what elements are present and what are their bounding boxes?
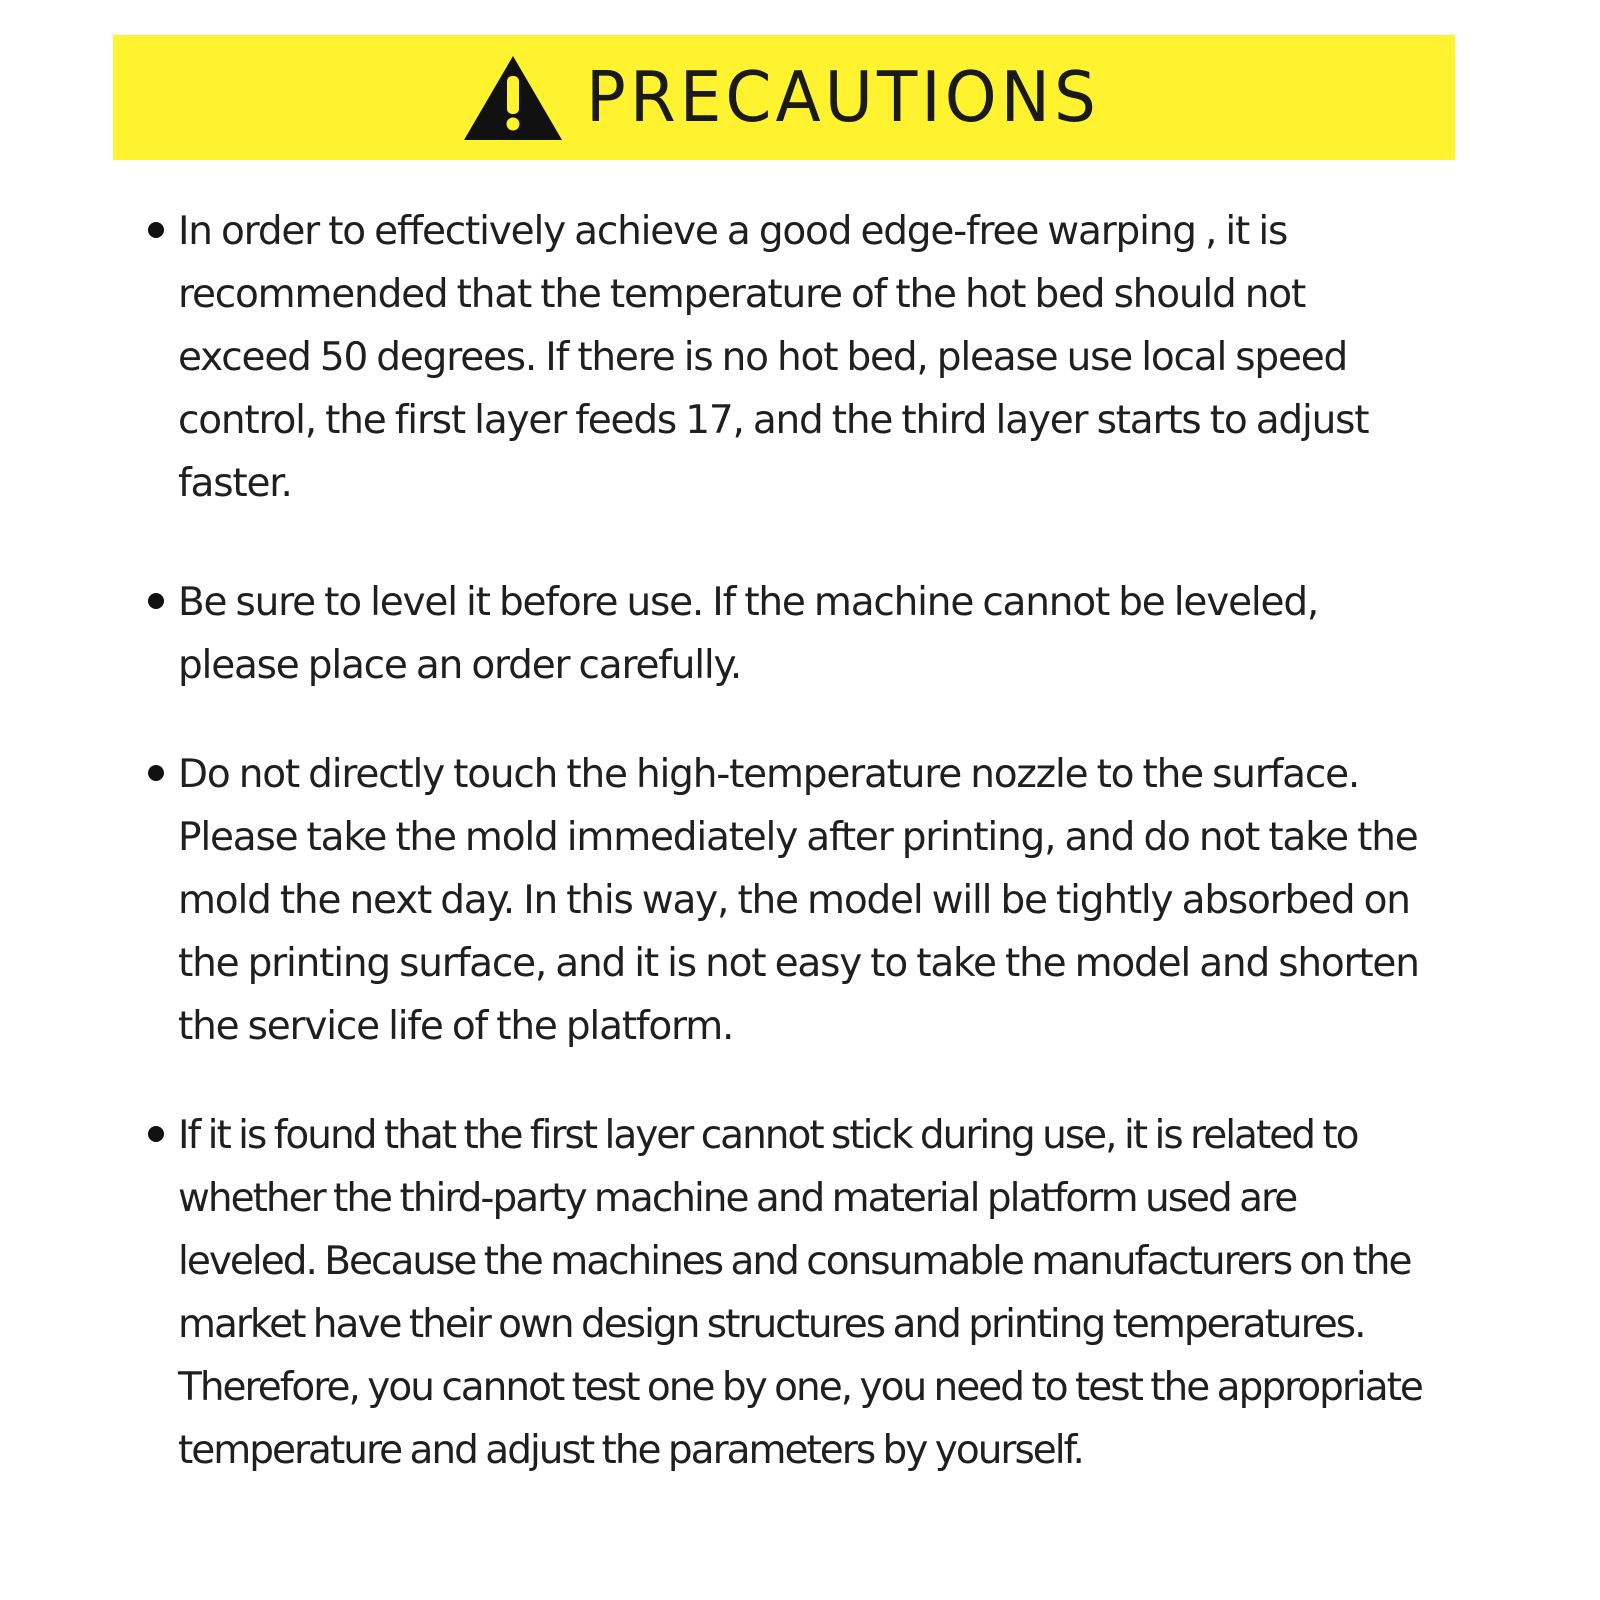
precaution-item xyxy=(148,1104,1438,1482)
precaution-text: Be sure to level it before use. If the machine cannot be leveled, please place an order carefully. xyxy=(178,580,1319,688)
precaution-item xyxy=(148,571,1438,697)
precautions-list xyxy=(148,200,1438,1482)
banner-content xyxy=(462,54,1100,142)
bullet-icon xyxy=(148,593,164,609)
banner-title: PRECAUTIONS xyxy=(586,56,1100,138)
bullet-icon xyxy=(148,1126,164,1142)
bullet-icon xyxy=(148,222,164,238)
precaution-text: Do not directly touch the high-temperature nozzle to the surface. Please take the mold immediately after printing, and do not take the mold the next day. In this way, the model will be tightly absorbed on the printing surface, and it is not easy to take the model and shorten the service life of the platform. xyxy=(178,752,1419,1049)
precaution-item xyxy=(148,200,1438,515)
precaution-item xyxy=(148,743,1438,1058)
warning-triangle-icon xyxy=(462,54,564,142)
precaution-text: In order to effectively achieve a good edge-free warping , it is recommended that the temperature of the hot bed should not exceed 50 degrees. If there is no hot bed, please use local speed control, the first layer feeds 17, and the third layer starts to adjust faster. xyxy=(178,209,1369,506)
precaution-text: If it is found that the first layer cannot stick during use, it is related to whether the third-party machine and material platform used are leveled. Because the machines and consumable manufacturers on the market have their own design structures and printing temperatures. Therefore, you cannot test one by one, you need to test the appropriate temperature and adjust the parameters by yourself. xyxy=(178,1113,1422,1473)
bullet-icon xyxy=(148,765,164,781)
precautions-banner xyxy=(113,35,1455,160)
